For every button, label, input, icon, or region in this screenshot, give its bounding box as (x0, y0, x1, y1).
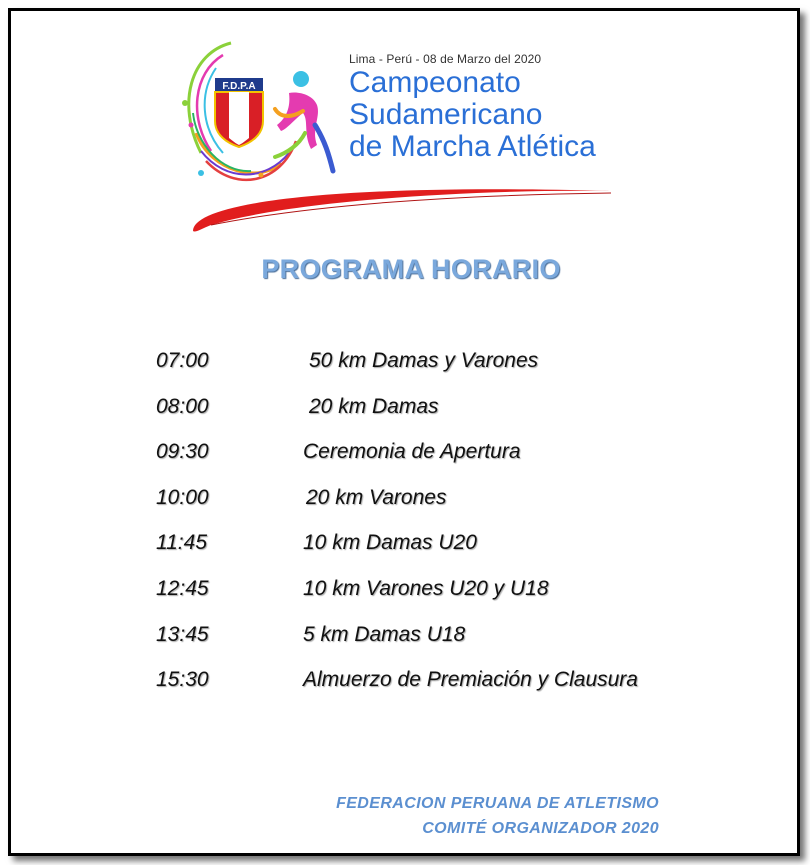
badge-text: F.D.P.A (222, 81, 256, 92)
schedule-time: 13:45 (156, 622, 209, 646)
schedule-row (156, 531, 716, 577)
schedule-event: 50 km Damas y Varones (309, 349, 539, 372)
page-frame (8, 8, 800, 856)
event-date-location: Lima - Perú - 08 de Marzo del 2020 (349, 52, 542, 66)
schedule-row (156, 668, 716, 714)
schedule-list (156, 349, 716, 714)
schedule-row (156, 623, 716, 669)
schedule-event: 20 km Varones (306, 485, 447, 509)
event-title-line-2: Sudamericano (349, 98, 543, 131)
organizer-line-1: FEDERACION PERUANA DE ATLETISMO (336, 795, 659, 812)
schedule-time: 11:45 (156, 531, 207, 555)
schedule-row (156, 577, 716, 623)
page-title: PROGRAMA HORARIO (261, 254, 561, 284)
event-logo (171, 33, 631, 243)
schedule-time: 09:30 (156, 440, 209, 464)
schedule-event: 10 km Damas U20 (303, 531, 477, 555)
schedule-event: 20 km Damas (309, 394, 439, 418)
schedule-row (156, 440, 716, 486)
schedule-time: 10:00 (156, 485, 209, 509)
schedule-event: Almuerzo de Premiación y Clausura (303, 668, 638, 692)
schedule-time: 08:00 (156, 394, 209, 418)
event-title-line-3: de Marcha Atlética (349, 130, 596, 163)
schedule-row (156, 395, 716, 441)
event-title-line-1: Campeonato (349, 66, 521, 99)
organizer-signature (336, 791, 659, 841)
schedule-time: 15:30 (156, 668, 209, 692)
organizer-line-2: COMITÉ ORGANIZADOR 2020 (422, 820, 659, 837)
schedule-row (156, 486, 716, 532)
schedule-event: 10 km Varones U20 y U18 (303, 576, 549, 600)
schedule-row (156, 349, 716, 395)
schedule-time: 12:45 (156, 576, 209, 600)
schedule-event: Ceremonia de Apertura (303, 440, 521, 464)
schedule-event: 5 km Damas U18 (303, 622, 466, 646)
schedule-time: 07:00 (156, 349, 209, 372)
